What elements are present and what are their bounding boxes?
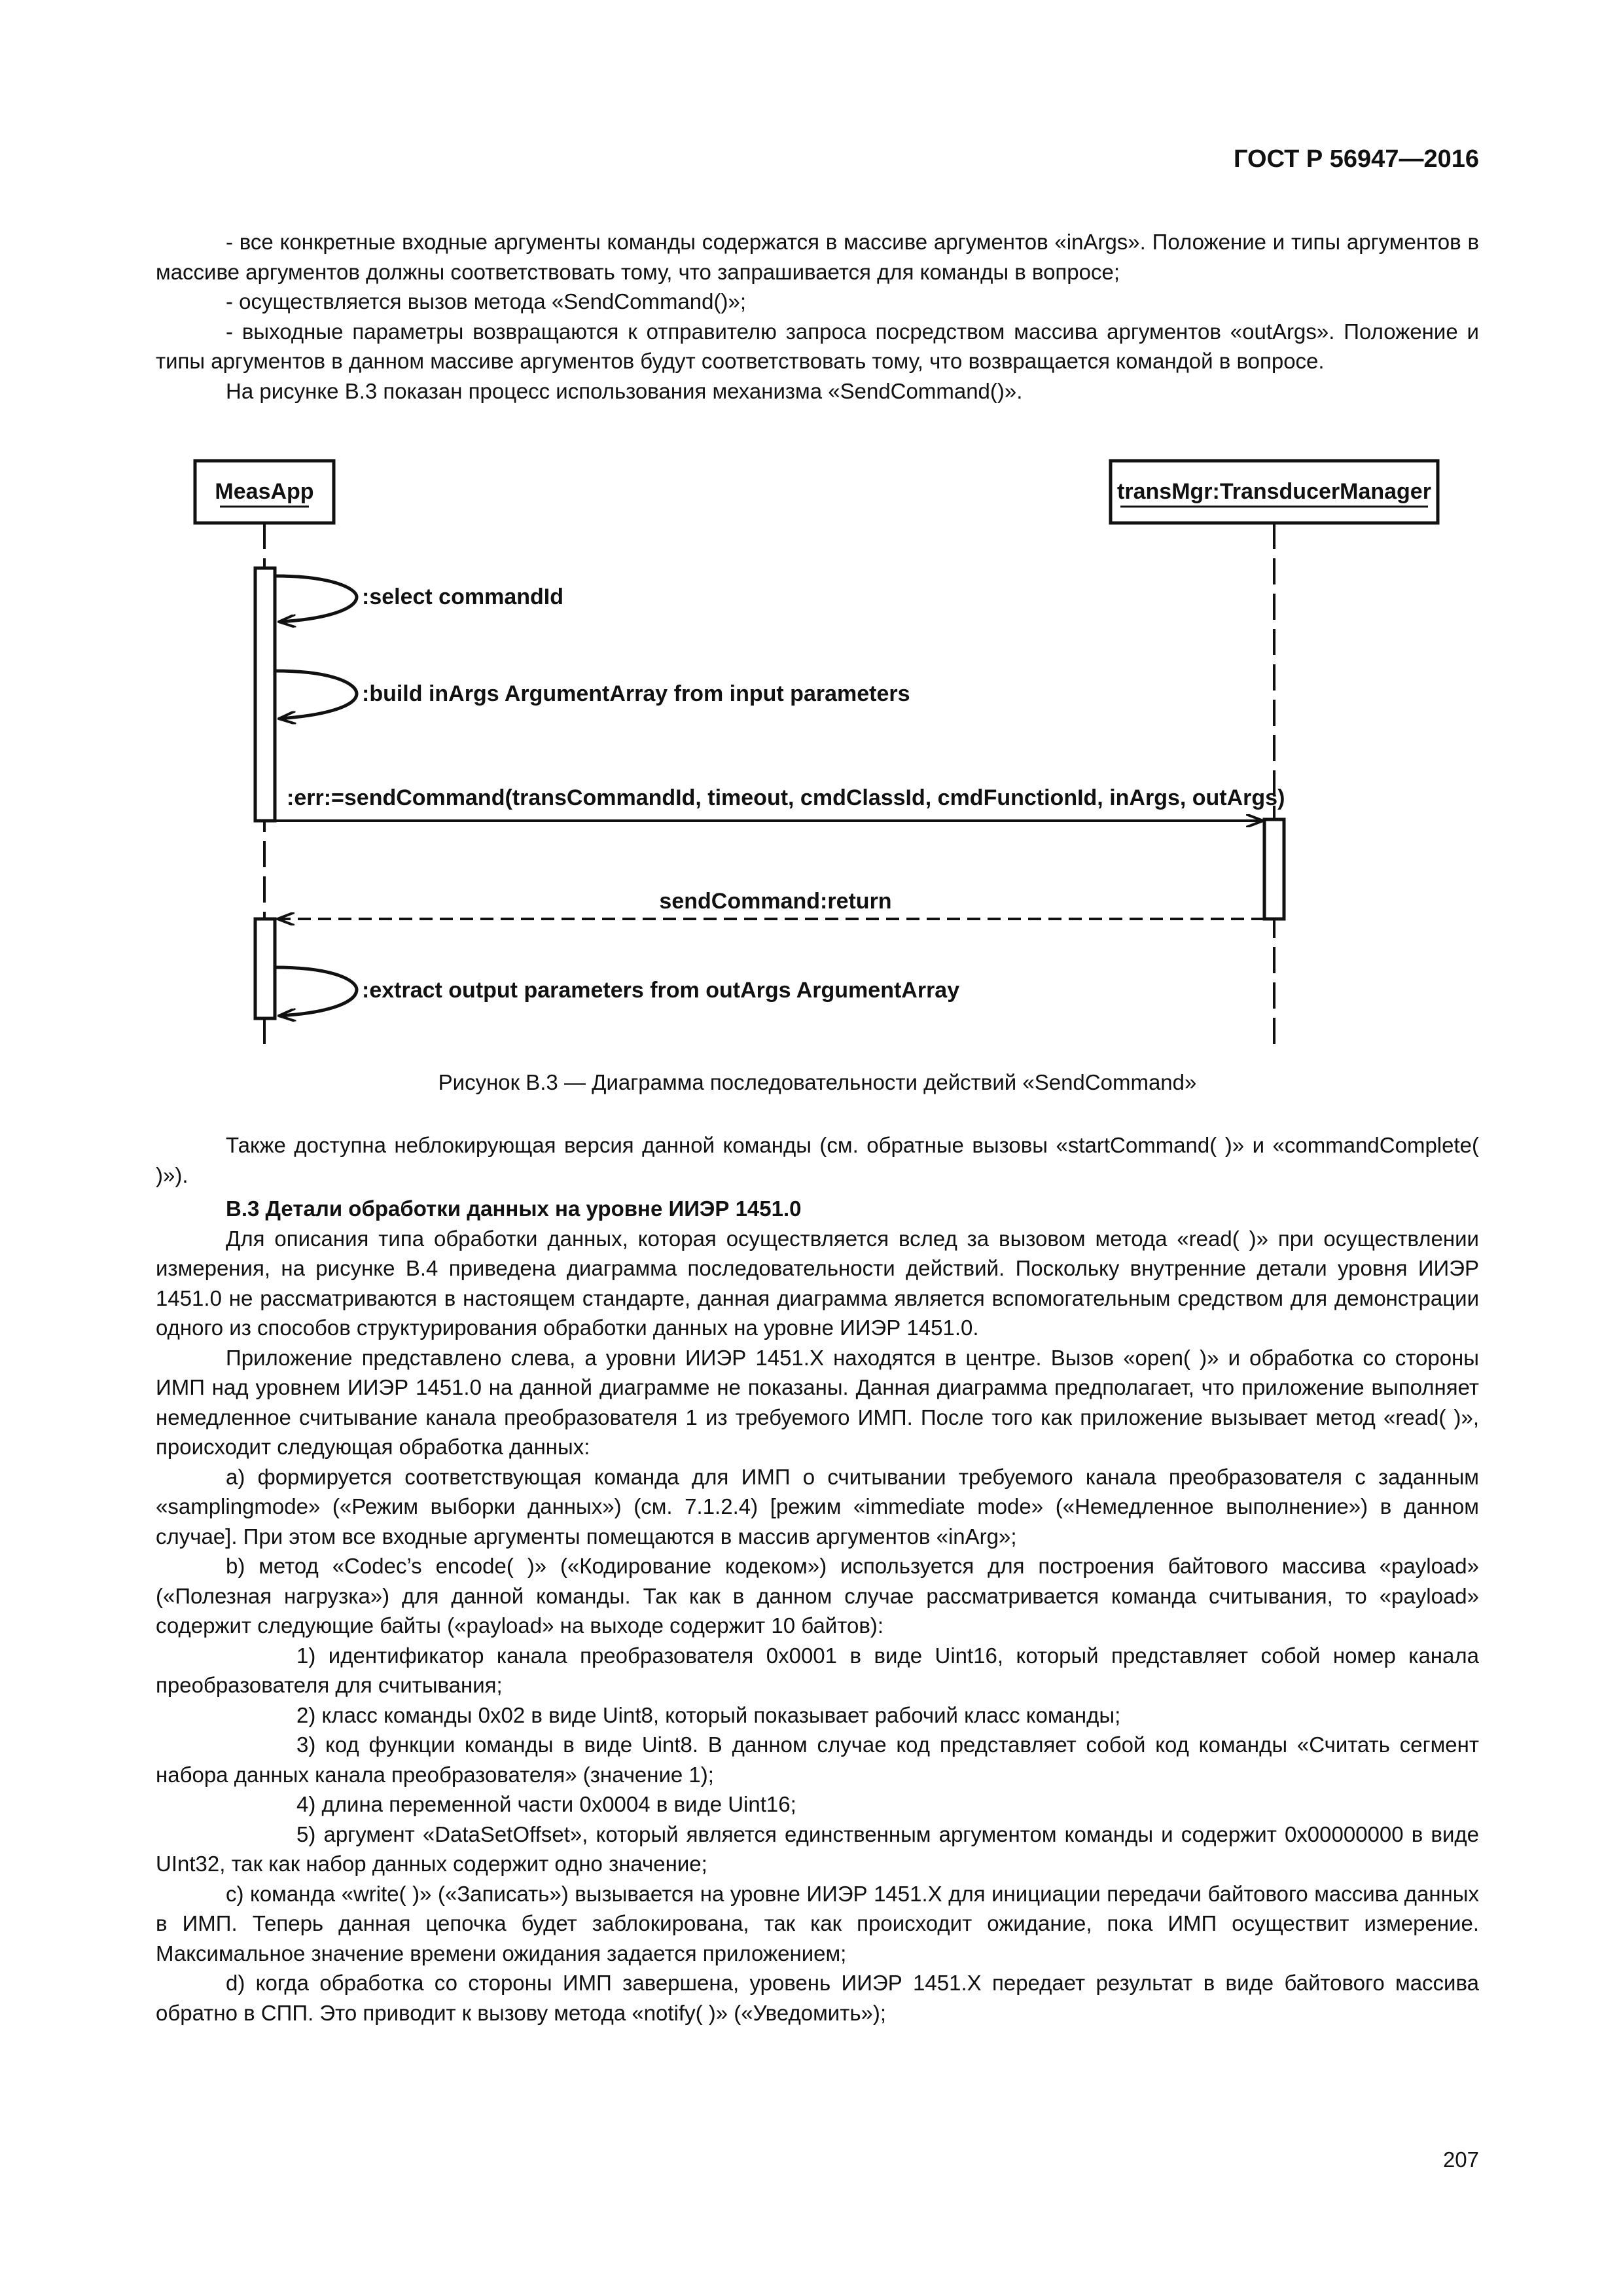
list-item: - осуществляется вызов метода «SendCommand()»; [226, 289, 746, 314]
list-item: 4) длина переменной части 0x0004 в виде Uint16; [296, 1792, 796, 1816]
activation-measapp-2 [255, 919, 275, 1018]
list-item: а) формируется соответствующая команда для ИМП о считывании требуемого канала преобразователя с заданным «samplingmode» («Режим выборки данных») (см. 7.1.2.4) [режим «immediate mode» («Немедленное выполнение») в данном случае]. При этом все входные аргументы помещаются в массив аргументов «inArg»; [156, 1464, 1479, 1549]
actor-measapp-label: MeasApp [215, 479, 314, 504]
list-item: 2) класс команды 0x02 в виде Uint8, который показывает рабочий класс команды; [296, 1702, 1121, 1727]
list-item: 1) идентификатор канала преобразователя 0x0001 в виде Uint16, который представляет собой номер канала преобразователя для считывания; [156, 1643, 1479, 1697]
message-return-label: sendCommand:return [659, 889, 892, 914]
actor-measapp [195, 461, 334, 523]
activation-measapp-1 [255, 568, 275, 821]
paragraph: На рисунке В.3 показан процесс использования механизма «SendCommand()». [226, 378, 1023, 403]
list-item: - выходные параметры возвращаются к отправителю запроса посредством массива аргументов «outArgs». Положение и типы аргументов в данном массиве аргументов будут соответствовать тому, что возвращается командой в вопросе. [156, 319, 1479, 373]
list-item: 3) код функции команды в виде Uint8. В данном случае код представляет собой код команды «Считать сегмент набора данных канала преобразователя» (значение 1); [156, 1732, 1479, 1787]
list-item: d) когда обработка со стороны ИМП завершена, уровень ИИЭР 1451.X передает результат в виде байтового массива обратно в СПП. Это приводит к вызову метода «notify( )» («Уведомить»); [156, 1971, 1479, 2025]
list-item: - все конкретные входные аргументы команды содержатся в массиве аргументов «inArgs». Положение и типы аргументов в массиве аргументов должны соответствовать тому, что запрашивается для команды в вопросе; [156, 230, 1479, 284]
figure-caption: Рисунок В.3 — Диаграмма последовательности действий «SendCommand» [438, 1070, 1197, 1094]
paragraph: Для описания типа обработки данных, которая осуществляется вслед за вызовом метода «read( )» при осуществлении измерения, на рисунке В.4 приведена диаграмма последовательности действий. Поскольку внутренние детали уровня ИИЭР 1451.0 не рассматриваются в настоящем стандарте, данная диаграмма является вспомогательным средством для демонстрации одного из способов структурирования обработки данных на уровне ИИЭР 1451.0. [156, 1226, 1479, 1340]
activation-transducer-manager [1264, 819, 1284, 919]
actor-transducer-manager-label: transMgr:TransducerManager [1117, 479, 1431, 504]
document-standard-code: ГОСТ Р 56947—2016 [1234, 145, 1479, 173]
paragraph: Также доступна неблокирующая версия данной команды (см. обратные вызовы «startCommand( )» и «commandComplete( )»). [156, 1133, 1479, 1187]
self-message-select [275, 576, 357, 622]
actor-transducer-manager [1111, 461, 1438, 523]
section-heading: В.3 Детали обработки данных на уровне ИИЭР 1451.0 [226, 1196, 802, 1221]
paragraph: Приложение представлено слева, а уровни ИИЭР 1451.X находятся в центре. Вызов «open( )» и обработка со стороны ИМП над уровнем ИИЭР 1451.0 на данной диаграмме не показаны. Данная диаграмма предполагает, что приложение выполняет немедленное считывание канала преобразователя 1 из требуемого ИМП. После того как приложение вызывает метод «read( )», происходит следующая обработка данных: [156, 1345, 1479, 1459]
message-select-label: :select commandId [362, 584, 563, 609]
page-number: 207 [1442, 2147, 1479, 2172]
message-build-label: :build inArgs ArgumentArray from input parameters [362, 681, 910, 706]
list-item: 5) аргумент «DataSetOffset», который является единственным аргументом команды и содержит 0x00000000 в виде UInt32, так как набор данных содержит одно значение; [156, 1821, 1479, 1876]
self-message-extract [275, 967, 357, 1016]
list-item: b) метод «Codec’s encode( )» («Кодирование кодеком») используется для построения байтового массива «payload» («Полезная нагрузка») для данной команды. Так как в данном случае рассматривается команда считывания, то «payload» содержит следующие байты («payload» на выходе содержит 10 байтов): [156, 1554, 1479, 1638]
self-message-build [275, 671, 357, 719]
message-send-label: :err:=sendCommand(transCommandId, timeout, cmdClassId, cmdFunctionId, inArgs, outArgs) [287, 785, 1285, 810]
main-text-block [156, 1130, 1479, 2028]
list-item: c) команда «write( )» («Записать») вызывается на уровне ИИЭР 1451.X для инициации передачи байтового массива данных в ИМП. Теперь данная цепочка будет заблокирована, так как происходит ожидание, пока ИМП осуществит измерение. Максимальное значение времени ожидания задается приложением; [156, 1881, 1479, 1965]
message-extract-label: :extract output parameters from outArgs ArgumentArray [362, 978, 960, 1003]
